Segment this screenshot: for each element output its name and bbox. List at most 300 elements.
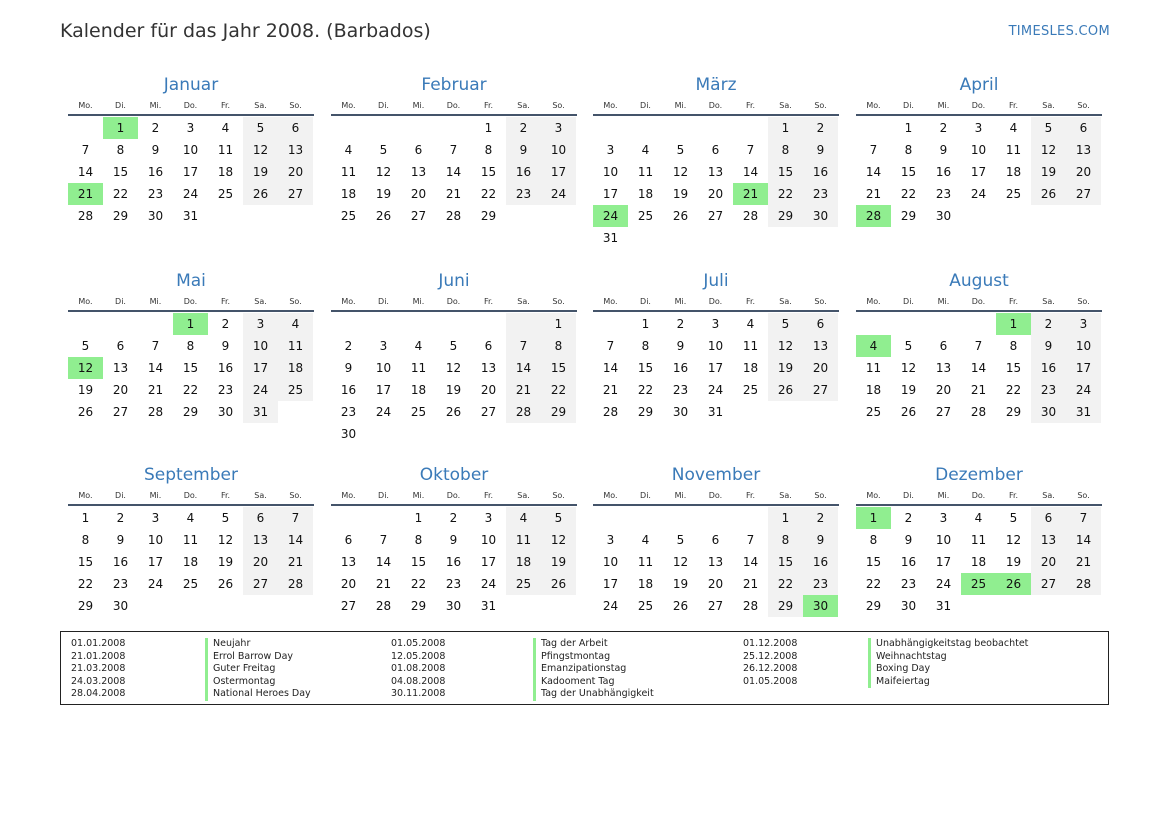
weekday-label: Fr. bbox=[1008, 101, 1019, 110]
empty-day-cell bbox=[768, 227, 803, 249]
empty-day-cell bbox=[278, 595, 313, 617]
day-cell: 27 bbox=[1031, 573, 1066, 595]
day-cell: 30 bbox=[340, 427, 357, 441]
weekday-label: Do. bbox=[708, 297, 723, 306]
day-cell: 9 bbox=[506, 139, 541, 161]
day-cell: 15 bbox=[637, 361, 654, 375]
weekday-label: Mo. bbox=[866, 101, 881, 110]
day-cell: 2 bbox=[939, 121, 948, 135]
week-row bbox=[331, 379, 577, 401]
day-cell: 6 bbox=[243, 507, 278, 529]
day-cell: 19 bbox=[541, 551, 576, 573]
month-name: Februar bbox=[421, 75, 487, 95]
weekday-label: So. bbox=[552, 101, 565, 110]
day-cell: 23 bbox=[900, 577, 917, 591]
day-cell: 22 bbox=[182, 383, 199, 397]
day-cell: 10 bbox=[1066, 335, 1101, 357]
day-cell: 20 bbox=[935, 383, 952, 397]
weekday-label: Fr. bbox=[483, 101, 494, 110]
day-cell: 29 bbox=[768, 595, 803, 617]
day-cell: 14 bbox=[278, 529, 313, 551]
week-row bbox=[68, 379, 314, 401]
month-name: Mai bbox=[176, 271, 206, 291]
day-cell: 17 bbox=[182, 165, 199, 179]
day-cell: 20 bbox=[410, 187, 427, 201]
day-cell: 21 bbox=[970, 383, 987, 397]
weekday-header bbox=[331, 294, 577, 310]
empty-day-cell bbox=[733, 401, 768, 423]
day-cell: 16 bbox=[803, 161, 838, 183]
day-cell: 18 bbox=[340, 187, 357, 201]
day-cell: 16 bbox=[147, 165, 164, 179]
day-cell: 28 bbox=[77, 209, 94, 223]
day-cell: 25 bbox=[637, 209, 654, 223]
day-cell: 23 bbox=[935, 187, 952, 201]
day-cell: 12 bbox=[243, 139, 278, 161]
day-cell: 20 bbox=[707, 577, 724, 591]
legend-holiday-name: National Heroes Day bbox=[205, 688, 311, 701]
week-row bbox=[68, 551, 314, 573]
day-cell: 3 bbox=[974, 121, 983, 135]
empty-day-cell bbox=[243, 595, 278, 617]
day-cell: 23 bbox=[672, 383, 689, 397]
legend-date: 01.08.2008 bbox=[391, 663, 446, 674]
day-cell: 8 bbox=[414, 533, 423, 547]
weekday-label: Mo. bbox=[78, 491, 93, 500]
day-cell: 19 bbox=[900, 383, 917, 397]
day-cell: 4 bbox=[506, 507, 541, 529]
week-row bbox=[593, 313, 839, 335]
empty-day-cell bbox=[733, 507, 768, 529]
day-cell: 29 bbox=[182, 405, 199, 419]
month-juni bbox=[331, 270, 577, 445]
day-cell: 4 bbox=[641, 533, 650, 547]
weekday-label: Di. bbox=[378, 297, 389, 306]
day-cell: 26 bbox=[768, 379, 803, 401]
day-cell: 11 bbox=[278, 335, 313, 357]
day-cell: 21 bbox=[445, 187, 462, 201]
day-cell: 31 bbox=[935, 599, 952, 613]
day-cell: 28 bbox=[742, 209, 759, 223]
week-row bbox=[856, 507, 1102, 529]
day-cell: 7 bbox=[746, 143, 755, 157]
week-row bbox=[856, 551, 1102, 573]
day-cell: 2 bbox=[1031, 313, 1066, 335]
header-divider bbox=[856, 310, 1102, 312]
empty-day-cell bbox=[663, 507, 698, 529]
day-cell: 18 bbox=[637, 577, 654, 591]
day-cell: 29 bbox=[637, 405, 654, 419]
day-cell: 27 bbox=[112, 405, 129, 419]
header-divider bbox=[856, 504, 1102, 506]
week-row bbox=[856, 595, 1102, 617]
day-cell: 6 bbox=[484, 339, 493, 353]
day-cell: 1 bbox=[904, 121, 913, 135]
day-cell: 15 bbox=[77, 555, 94, 569]
empty-day-cell bbox=[208, 205, 243, 227]
weekday-label: Sa. bbox=[254, 101, 267, 110]
day-cell: 24 bbox=[541, 183, 576, 205]
day-cell: 3 bbox=[484, 511, 493, 525]
week-row bbox=[593, 357, 839, 379]
day-cell: 6 bbox=[711, 143, 720, 157]
day-cell: 2 bbox=[221, 317, 230, 331]
holiday-legend bbox=[60, 631, 1109, 705]
legend-dates-col-1 bbox=[71, 638, 125, 701]
week-row bbox=[331, 529, 577, 551]
day-cell: 17 bbox=[1066, 357, 1101, 379]
day-cell: 19 bbox=[217, 555, 234, 569]
weekday-label: So. bbox=[552, 297, 565, 306]
week-row bbox=[593, 529, 839, 551]
day-cell: 14 bbox=[445, 165, 462, 179]
day-cell: 10 bbox=[935, 533, 952, 547]
weekday-label: Sa. bbox=[517, 491, 530, 500]
holiday-day-cell: 21 bbox=[68, 183, 103, 205]
week-row bbox=[593, 507, 839, 529]
day-cell: 3 bbox=[186, 121, 195, 135]
day-cell: 1 bbox=[484, 121, 493, 135]
day-cell: 17 bbox=[970, 165, 987, 179]
day-cell: 13 bbox=[480, 361, 497, 375]
weekday-header bbox=[68, 294, 314, 310]
weekday-label: Do. bbox=[971, 297, 986, 306]
day-cell: 10 bbox=[707, 339, 724, 353]
weekday-label: Mi. bbox=[937, 491, 950, 500]
day-cell: 24 bbox=[480, 577, 497, 591]
day-cell: 14 bbox=[742, 555, 759, 569]
legend-holiday-name: Guter Freitag bbox=[205, 663, 311, 676]
day-cell: 19 bbox=[768, 357, 803, 379]
day-cell: 6 bbox=[116, 339, 125, 353]
header-divider bbox=[331, 310, 577, 312]
day-cell: 12 bbox=[672, 555, 689, 569]
weekday-label: Fr. bbox=[1008, 491, 1019, 500]
day-cell: 15 bbox=[768, 161, 803, 183]
weekday-label: Mi. bbox=[674, 297, 687, 306]
holiday-day-cell: 12 bbox=[68, 357, 103, 379]
weekday-label: Fr. bbox=[745, 101, 756, 110]
weekday-label: Mo. bbox=[341, 101, 356, 110]
weekday-header bbox=[856, 488, 1102, 504]
day-cell: 14 bbox=[1066, 529, 1101, 551]
empty-day-cell bbox=[856, 117, 891, 139]
day-cell: 18 bbox=[217, 165, 234, 179]
holiday-day-cell: 1 bbox=[996, 313, 1031, 335]
empty-day-cell bbox=[628, 507, 663, 529]
day-cell: 8 bbox=[641, 339, 650, 353]
week-row bbox=[856, 183, 1102, 205]
week-row bbox=[331, 313, 577, 335]
month-januar bbox=[68, 74, 314, 227]
week-row bbox=[68, 573, 314, 595]
day-cell: 22 bbox=[77, 577, 94, 591]
day-cell: 10 bbox=[480, 533, 497, 547]
day-cell: 20 bbox=[1031, 551, 1066, 573]
day-cell: 6 bbox=[414, 143, 423, 157]
weekday-label: Di. bbox=[640, 101, 651, 110]
day-cell: 22 bbox=[410, 577, 427, 591]
month-name: Juni bbox=[438, 271, 470, 291]
day-cell: 6 bbox=[278, 117, 313, 139]
day-cell: 21 bbox=[147, 383, 164, 397]
day-cell: 16 bbox=[672, 361, 689, 375]
day-cell: 9 bbox=[116, 533, 125, 547]
week-row bbox=[68, 401, 314, 423]
day-cell: 1 bbox=[81, 511, 90, 525]
month-april bbox=[856, 74, 1102, 227]
day-cell: 21 bbox=[375, 577, 392, 591]
day-cell: 5 bbox=[379, 143, 388, 157]
day-cell: 2 bbox=[904, 511, 913, 525]
weekday-label: Mo. bbox=[603, 297, 618, 306]
day-cell: 9 bbox=[803, 139, 838, 161]
day-cell: 23 bbox=[803, 183, 838, 205]
weekday-label: Do. bbox=[446, 491, 461, 500]
day-cell: 4 bbox=[221, 121, 230, 135]
day-cell: 7 bbox=[278, 507, 313, 529]
day-cell: 25 bbox=[637, 599, 654, 613]
weekday-label: Di. bbox=[903, 297, 914, 306]
holiday-day-cell: 25 bbox=[961, 573, 996, 595]
empty-day-cell bbox=[1031, 595, 1066, 617]
day-cell: 2 bbox=[676, 317, 685, 331]
day-cell: 18 bbox=[182, 555, 199, 569]
day-cell: 28 bbox=[602, 405, 619, 419]
day-cell: 23 bbox=[147, 187, 164, 201]
day-cell: 18 bbox=[970, 555, 987, 569]
day-cell: 22 bbox=[480, 187, 497, 201]
day-cell: 20 bbox=[1066, 161, 1101, 183]
header-divider bbox=[68, 310, 314, 312]
day-cell: 17 bbox=[243, 357, 278, 379]
legend-date: 25.12.2008 bbox=[743, 650, 798, 662]
day-cell: 14 bbox=[865, 165, 882, 179]
legend-holiday-name: Ostermontag bbox=[205, 676, 311, 689]
empty-day-cell bbox=[593, 507, 628, 529]
legend-date: 04.08.2008 bbox=[391, 675, 446, 687]
empty-day-cell bbox=[628, 227, 663, 249]
empty-day-cell bbox=[628, 117, 663, 139]
day-cell: 5 bbox=[1031, 117, 1066, 139]
day-cell: 28 bbox=[278, 573, 313, 595]
day-cell: 11 bbox=[340, 165, 357, 179]
day-cell: 26 bbox=[77, 405, 94, 419]
weekday-label: So. bbox=[552, 491, 565, 500]
day-cell: 13 bbox=[935, 361, 952, 375]
day-cell: 24 bbox=[935, 577, 952, 591]
month-oktober bbox=[331, 464, 577, 617]
day-cell: 17 bbox=[541, 161, 576, 183]
day-cell: 27 bbox=[707, 209, 724, 223]
empty-day-cell bbox=[593, 313, 628, 335]
day-cell: 23 bbox=[445, 577, 462, 591]
weekday-header bbox=[593, 488, 839, 504]
day-cell: 14 bbox=[970, 361, 987, 375]
month-name: August bbox=[949, 271, 1009, 291]
legend-holiday-name: Kadooment Tag bbox=[533, 676, 654, 689]
day-cell: 30 bbox=[935, 209, 952, 223]
day-cell: 22 bbox=[900, 187, 917, 201]
day-cell: 3 bbox=[1066, 313, 1101, 335]
day-cell: 9 bbox=[1031, 335, 1066, 357]
day-cell: 22 bbox=[768, 183, 803, 205]
day-cell: 16 bbox=[900, 555, 917, 569]
day-cell: 14 bbox=[602, 361, 619, 375]
day-cell: 29 bbox=[900, 209, 917, 223]
day-cell: 11 bbox=[217, 143, 234, 157]
weekday-label: Mi. bbox=[674, 491, 687, 500]
day-cell: 21 bbox=[506, 379, 541, 401]
empty-day-cell bbox=[208, 595, 243, 617]
week-row bbox=[856, 529, 1102, 551]
week-row bbox=[68, 313, 314, 335]
legend-holiday-name: Pfingstmontag bbox=[533, 651, 654, 664]
legend-date: 01.05.2008 bbox=[743, 675, 798, 687]
day-cell: 14 bbox=[147, 361, 164, 375]
day-cell: 22 bbox=[865, 577, 882, 591]
day-cell: 18 bbox=[1005, 165, 1022, 179]
day-cell: 30 bbox=[900, 599, 917, 613]
day-cell: 19 bbox=[445, 383, 462, 397]
weekday-label: Sa. bbox=[779, 101, 792, 110]
day-cell: 23 bbox=[1031, 379, 1066, 401]
week-row bbox=[856, 139, 1102, 161]
week-row bbox=[331, 117, 577, 139]
day-cell: 25 bbox=[182, 577, 199, 591]
empty-day-cell bbox=[506, 313, 541, 335]
empty-day-cell bbox=[663, 227, 698, 249]
day-cell: 18 bbox=[410, 383, 427, 397]
week-row bbox=[331, 595, 577, 617]
day-cell: 13 bbox=[410, 165, 427, 179]
weekday-label: So. bbox=[814, 491, 827, 500]
day-cell: 3 bbox=[151, 511, 160, 525]
day-cell: 8 bbox=[768, 529, 803, 551]
day-cell: 29 bbox=[768, 205, 803, 227]
empty-day-cell bbox=[961, 205, 996, 227]
weekday-label: Di. bbox=[640, 297, 651, 306]
day-cell: 25 bbox=[865, 405, 882, 419]
day-cell: 23 bbox=[217, 383, 234, 397]
empty-day-cell bbox=[173, 595, 208, 617]
empty-day-cell bbox=[698, 507, 733, 529]
empty-day-cell bbox=[366, 117, 401, 139]
holiday-day-cell: 1 bbox=[856, 507, 891, 529]
legend-holiday-name: Neujahr bbox=[205, 638, 311, 651]
empty-day-cell bbox=[541, 423, 576, 445]
day-cell: 5 bbox=[449, 339, 458, 353]
legend-date: 01.01.2008 bbox=[71, 638, 126, 649]
weekday-label: Fr. bbox=[220, 491, 231, 500]
week-row bbox=[331, 357, 577, 379]
empty-day-cell bbox=[996, 205, 1031, 227]
brand-link[interactable]: TIMESLES.COM bbox=[1008, 24, 1110, 39]
week-row bbox=[68, 507, 314, 529]
weekday-label: Do. bbox=[971, 491, 986, 500]
week-row bbox=[68, 595, 314, 617]
week-row bbox=[331, 551, 577, 573]
legend-date: 21.03.2008 bbox=[71, 663, 126, 674]
day-cell: 19 bbox=[672, 577, 689, 591]
day-cell: 18 bbox=[506, 551, 541, 573]
day-cell: 11 bbox=[742, 339, 759, 353]
week-row bbox=[593, 573, 839, 595]
week-row bbox=[593, 335, 839, 357]
header-divider bbox=[856, 114, 1102, 116]
day-cell: 9 bbox=[939, 143, 948, 157]
day-cell: 31 bbox=[243, 401, 278, 423]
day-cell: 13 bbox=[243, 529, 278, 551]
weekday-label: Mo. bbox=[78, 101, 93, 110]
day-cell: 28 bbox=[375, 599, 392, 613]
weekday-label: Do. bbox=[183, 491, 198, 500]
day-cell: 7 bbox=[974, 339, 983, 353]
day-cell: 29 bbox=[112, 209, 129, 223]
week-row bbox=[593, 401, 839, 423]
week-row bbox=[593, 595, 839, 617]
week-row bbox=[331, 205, 577, 227]
day-cell: 13 bbox=[1066, 139, 1101, 161]
day-cell: 6 bbox=[1031, 507, 1066, 529]
day-cell: 11 bbox=[970, 533, 987, 547]
day-cell: 24 bbox=[970, 187, 987, 201]
weekday-label: Fr. bbox=[483, 297, 494, 306]
holiday-day-cell: 1 bbox=[173, 313, 208, 335]
empty-day-cell bbox=[1066, 205, 1101, 227]
month-name: Dezember bbox=[935, 465, 1023, 485]
empty-day-cell bbox=[366, 423, 401, 445]
day-cell: 15 bbox=[112, 165, 129, 179]
day-cell: 16 bbox=[803, 551, 838, 573]
week-row bbox=[68, 529, 314, 551]
day-cell: 22 bbox=[768, 573, 803, 595]
weekday-label: So. bbox=[289, 297, 302, 306]
day-cell: 5 bbox=[1009, 511, 1018, 525]
day-cell: 28 bbox=[147, 405, 164, 419]
day-cell: 8 bbox=[1009, 339, 1018, 353]
day-cell: 5 bbox=[541, 507, 576, 529]
month-name: April bbox=[959, 75, 999, 95]
holiday-day-cell: 26 bbox=[996, 573, 1031, 595]
day-cell: 15 bbox=[410, 555, 427, 569]
day-cell: 9 bbox=[803, 529, 838, 551]
empty-day-cell bbox=[891, 313, 926, 335]
legend-holiday-name: Emanzipationstag bbox=[533, 663, 654, 676]
day-cell: 28 bbox=[506, 401, 541, 423]
day-cell: 2 bbox=[803, 507, 838, 529]
holiday-day-cell: 30 bbox=[803, 595, 838, 617]
empty-day-cell bbox=[278, 205, 313, 227]
week-row bbox=[331, 507, 577, 529]
day-cell: 19 bbox=[77, 383, 94, 397]
day-cell: 26 bbox=[375, 209, 392, 223]
holiday-day-cell: 28 bbox=[856, 205, 891, 227]
day-cell: 12 bbox=[900, 361, 917, 375]
empty-day-cell bbox=[733, 227, 768, 249]
weekday-header bbox=[68, 488, 314, 504]
day-cell: 13 bbox=[340, 555, 357, 569]
empty-day-cell bbox=[436, 117, 471, 139]
week-row bbox=[331, 573, 577, 595]
day-cell: 9 bbox=[344, 361, 353, 375]
day-cell: 10 bbox=[147, 533, 164, 547]
day-cell: 16 bbox=[1031, 357, 1066, 379]
week-row bbox=[593, 227, 839, 249]
weekday-label: Mo. bbox=[603, 491, 618, 500]
day-cell: 24 bbox=[182, 187, 199, 201]
day-cell: 16 bbox=[935, 165, 952, 179]
